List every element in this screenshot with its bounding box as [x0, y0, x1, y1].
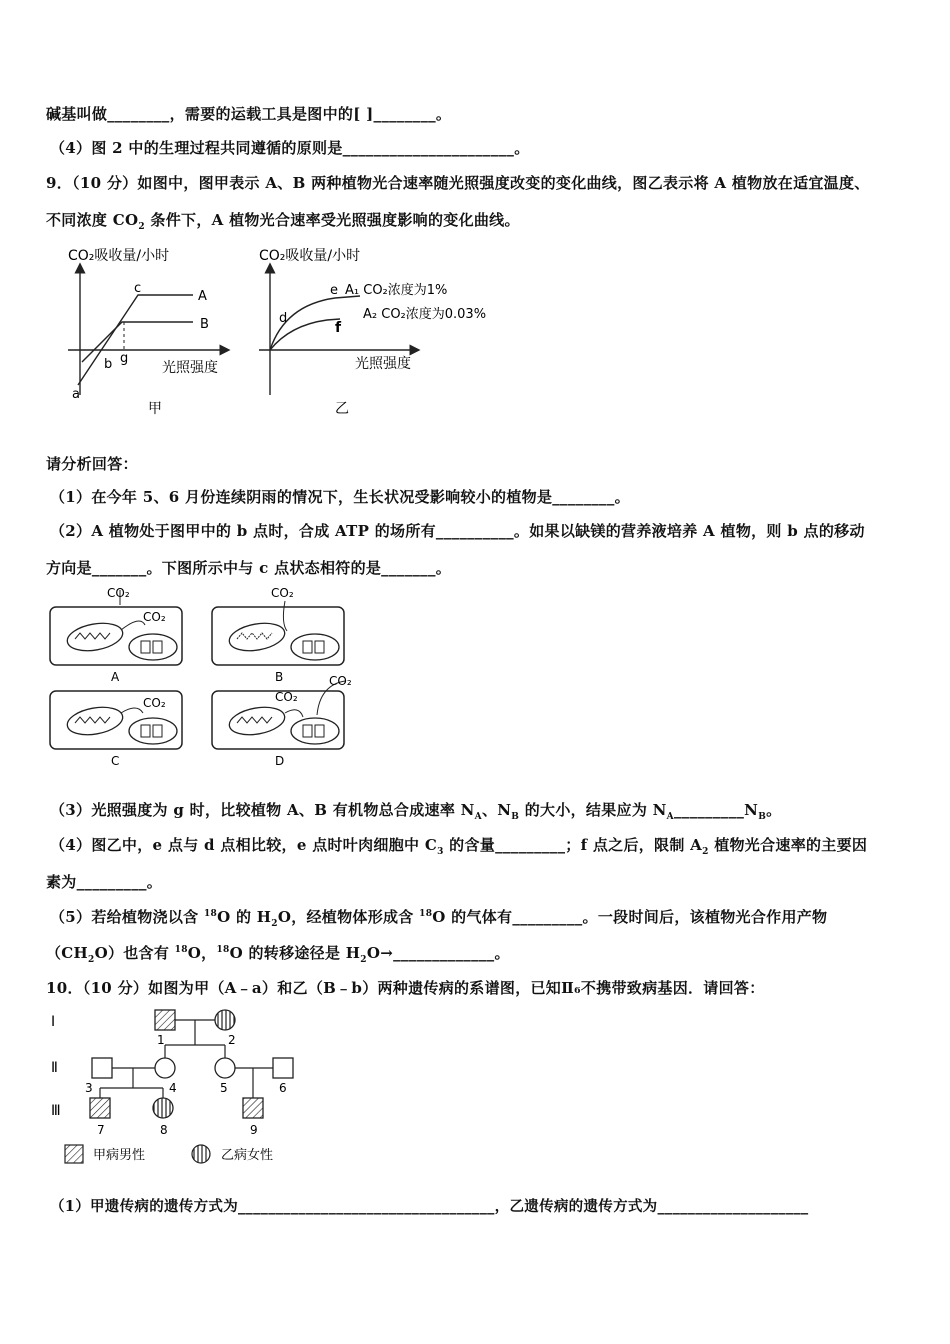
label-I-2: 2 [228, 1033, 236, 1047]
graph-yi-curve1-label: A₁ CO₂浓度为1% [345, 283, 448, 298]
q9-sub-5-line-1 [50, 906, 827, 929]
cell-B-label: B [275, 670, 284, 684]
cell-A-co2-out: CO₂ [107, 586, 130, 600]
q9-s4-a: （4）图乙中，e 点与 d 点相比较，e 点时叶肉细胞中 C [50, 836, 438, 854]
q9-s5-a: （5）若给植物浇以含 [50, 908, 204, 926]
q9-prompt: 请分析回答： [46, 455, 138, 473]
q9-s5b-a: （CH [46, 944, 89, 962]
q9-s3-b: 、N [481, 801, 512, 819]
q9-s4-sub: 3 [437, 847, 444, 857]
cell-A-label: A [111, 670, 120, 684]
cell-C-co2: CO₂ [143, 696, 166, 710]
label-II-5: 5 [220, 1081, 228, 1095]
q9-s5b-c: O， [187, 944, 217, 962]
gen-II-label: Ⅱ [51, 1060, 58, 1076]
q9-s5b-e: O→_____________。 [366, 944, 510, 962]
q9-sub-1: （1）在今年 5、6 月份连续阴雨的情况下，生长状况受影响较小的植物是________。 [50, 488, 630, 506]
q9-s3-sd: B [758, 812, 767, 822]
graph-jia-ylabel: CO₂吸收量/小时 [68, 248, 170, 264]
q9-s3-d: _________N [673, 801, 759, 819]
label-III-9: 9 [250, 1123, 258, 1137]
label-I-1: 1 [157, 1033, 165, 1047]
q9-s5b-sub: 2 [88, 955, 95, 965]
graph-jia-point-g: g [120, 351, 129, 366]
q9-s3-c: 的大小，结果应为 N [519, 801, 667, 819]
q9-s5-sup: 18 [203, 909, 218, 919]
graph-jia-caption: 甲 [148, 401, 162, 417]
individual-II-5 [215, 1058, 235, 1078]
q9-s5b-d: O 的转移途径是 H [229, 944, 361, 962]
cell-C [50, 691, 182, 768]
q9-s5b-sub2: 2 [360, 955, 367, 965]
graph-yi-xlabel: 光照强度 [355, 356, 411, 372]
pedigree-chart [45, 1000, 325, 1170]
q9-s3-e: 。 [766, 801, 782, 819]
individual-III-8 [153, 1098, 173, 1118]
cell-diagrams [45, 585, 365, 775]
cell-C-label: C [111, 754, 120, 768]
graph-jia-curve-B [82, 322, 193, 362]
gen-III-label: Ⅲ [51, 1103, 61, 1119]
q9-sub-4-line-2: 素为_________。 [46, 873, 163, 891]
graph-jia-point-a: a [72, 387, 80, 402]
cell-D [212, 674, 352, 768]
individual-I-1 [155, 1010, 175, 1030]
q9-stem2-sub: 2 [138, 222, 145, 232]
legend-yi-symbol [192, 1145, 210, 1163]
graph-yi-ylabel: CO₂吸收量/小时 [259, 248, 361, 264]
graph-yi-curve2-label: A₂ CO₂浓度为0.03% [363, 307, 487, 322]
q10-sub-1: （1）甲遗传病的遗传方式为__________________________________，乙遗传病的遗传方式为____________________ [50, 1198, 809, 1215]
q9-s5-c: O，经植物体形成含 [277, 908, 420, 926]
q9-sub-2-line-2: 方向是_______。下图所示中与 c 点状态相符的是_______。 [46, 559, 452, 577]
q9-s3-sc: A [666, 812, 674, 822]
q9-sub-5-line-2 [46, 942, 510, 965]
q9-stem2-b: 条件下，A 植物光合速率受光照强度影响的变化曲线。 [144, 211, 520, 229]
q9-s5b-sup2: 18 [216, 945, 230, 955]
label-II-4: 4 [169, 1081, 177, 1095]
legend-jia-label: 甲病男性 [93, 1148, 146, 1163]
q9-stem-line-2 [46, 209, 520, 232]
q9-s4-sub2: 2 [702, 847, 709, 857]
graph-yi [255, 240, 535, 420]
cell-D-co2-inner: CO₂ [275, 690, 298, 704]
gen-I-label: Ⅰ [51, 1014, 56, 1030]
q9-s5-d: O 的气体有_________。一段时间后，该植物光合作用产物 [432, 908, 828, 926]
graph-jia-series-A: A [198, 289, 207, 304]
graph-yi-caption: 乙 [335, 401, 349, 417]
q9-s5-sub: 2 [271, 919, 278, 929]
q9-s5-sup2: 18 [419, 909, 433, 919]
q9-s3-sa: A [474, 812, 482, 822]
individual-III-9 [243, 1098, 263, 1118]
graph-jia-xlabel: 光照强度 [162, 360, 218, 376]
graph-yi-point-d: d [279, 311, 288, 326]
graph-jia-point-c: c [134, 281, 142, 296]
legend-jia-symbol [65, 1145, 83, 1163]
q8-line-1: 碱基叫做________，需要的运载工具是图中的[ ]________。 [46, 105, 452, 123]
label-III-7: 7 [97, 1123, 105, 1137]
graph-yi-point-e: e [330, 283, 338, 298]
label-II-6: 6 [279, 1081, 287, 1095]
q9-s5b-b: O）也含有 [94, 944, 175, 962]
individual-II-4 [155, 1058, 175, 1078]
q9-stem2-a: 不同浓度 CO [46, 211, 139, 229]
cell-D-co2-outer: CO₂ [329, 674, 352, 688]
label-II-3: 3 [85, 1081, 93, 1095]
individual-III-7 [90, 1098, 110, 1118]
individual-II-6 [273, 1058, 293, 1078]
graph-jia-point-b: b [104, 357, 113, 372]
legend-yi-label: 乙病女性 [221, 1148, 274, 1163]
label-III-8: 8 [160, 1123, 168, 1137]
q9-sub-4-line-1 [50, 834, 867, 857]
q9-s3-sb: B [511, 812, 520, 822]
cell-A [50, 586, 182, 684]
individual-II-3 [92, 1058, 112, 1078]
q9-sub-2-line-1: （2）A 植物处于图甲中的 b 点时，合成 ATP 的场所有__________。如果以缺镁的营养液培养 A 植物，则 b 点的移动 [50, 522, 865, 540]
graph-jia-series-B: B [200, 317, 209, 332]
cell-B-co2: CO₂ [271, 586, 294, 600]
q9-s5-b: O 的 H [217, 908, 272, 926]
individual-I-2 [215, 1010, 235, 1030]
cell-B [212, 586, 344, 684]
q9-s5b-sup: 18 [174, 945, 188, 955]
q9-s4-b: 的含量_________；f 点之后，限制 A [443, 836, 703, 854]
cell-D-label: D [275, 754, 285, 768]
q9-stem-line-1: 9．（10 分）如图中，图甲表示 A、B 两种植物光合速率随光照强度改变的变化曲线，图乙表示将 A 植物放在适宜温度、 [46, 174, 870, 192]
q9-s4-c: 植物光合速率的主要因 [708, 836, 868, 854]
graph-jia [60, 240, 250, 420]
graph-yi-point-f: f [335, 320, 342, 336]
q8-line-2: （4）图 2 中的生理过程共同遵循的原则是______________________。 [50, 139, 530, 157]
q10-stem: 10．（10 分）如图为甲（A﹣a）和乙（B﹣b）两种遗传病的系谱图，已知Ⅱ₆不携带致病基因．请回答： [46, 979, 765, 997]
q9-s3-a: （3）光照强度为 g 时，比较植物 A、B 有机物总合成速率 N [50, 801, 475, 819]
cell-A-co2-in: CO₂ [143, 610, 166, 624]
q9-sub-3 [50, 799, 781, 822]
